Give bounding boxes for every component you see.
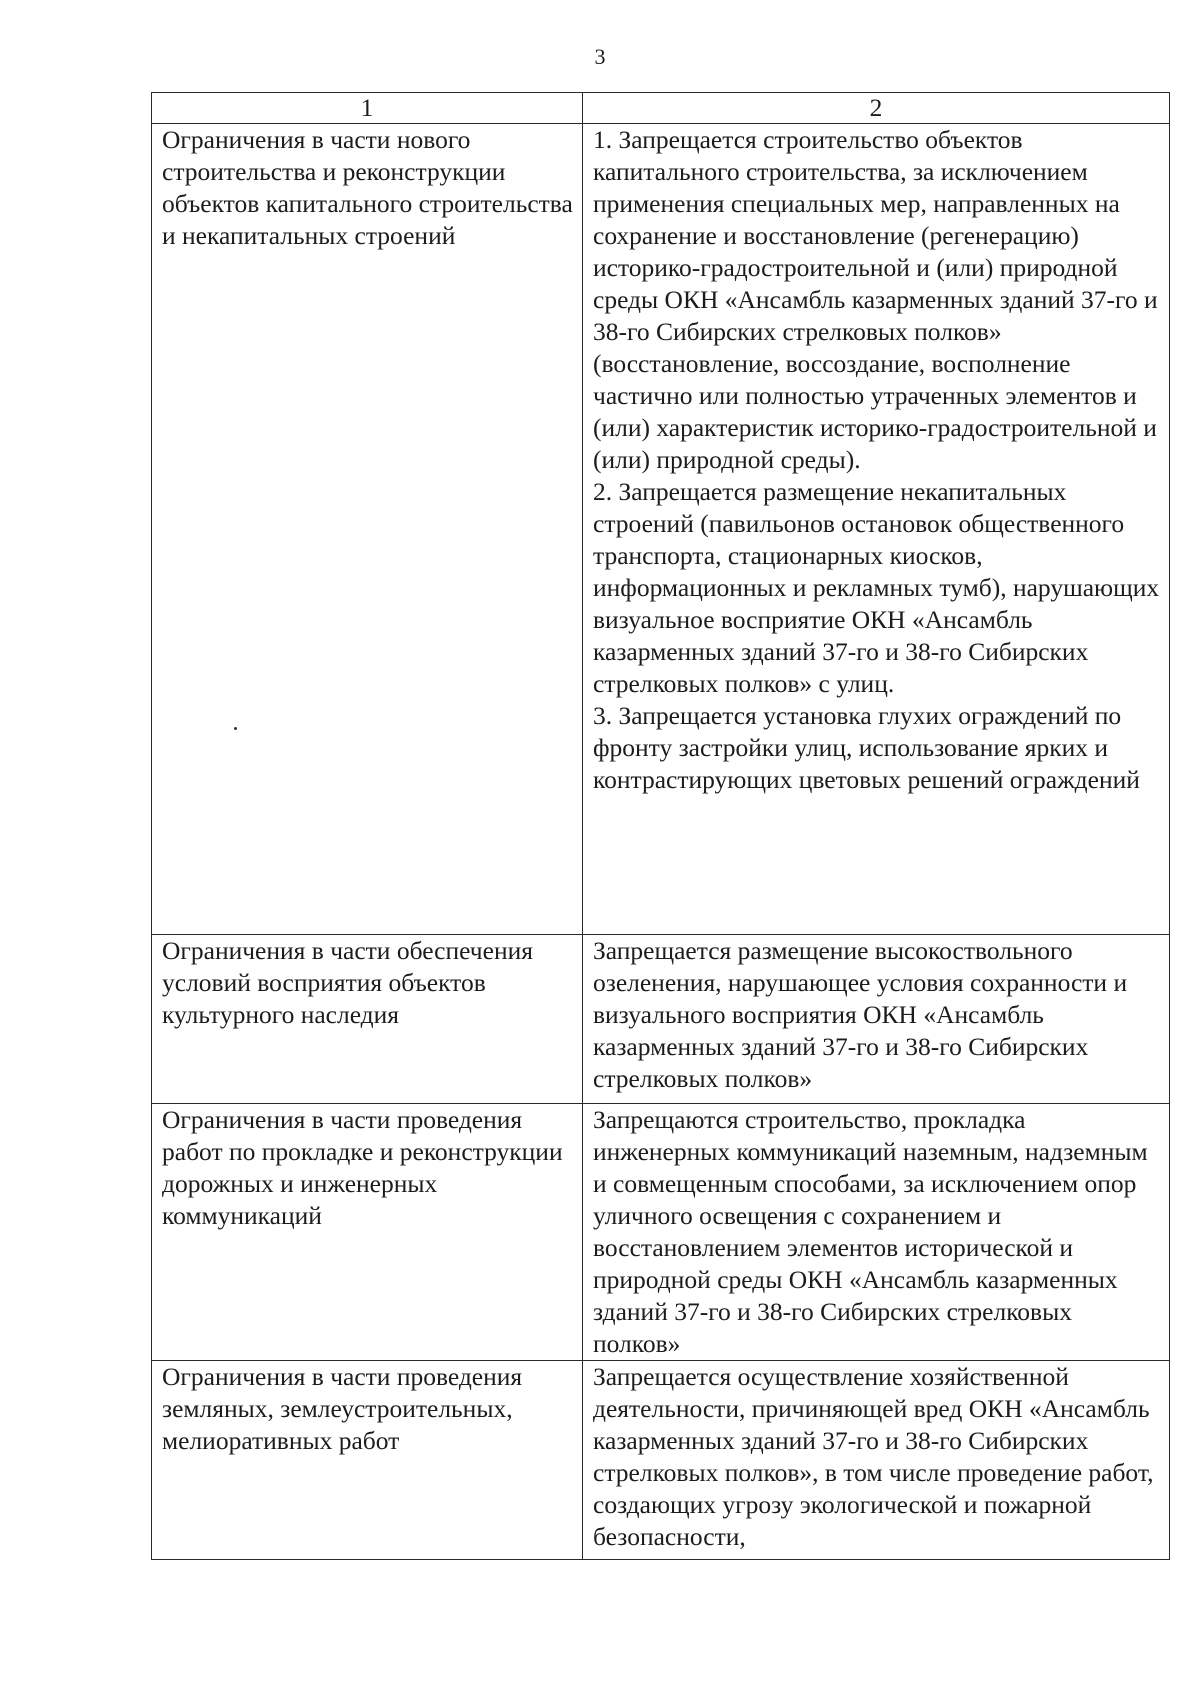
column-1-header: 1 (152, 93, 583, 124)
restriction-paragraph: Запрещается осуществление хозяйственной деятельности, причиняющей вред ОКН «Ансамбль казарменных зданий 37-го и 38-го Сибирских стрелковых полков», в том числе проведение работ, создающих угрозу экологической и пожарной безопасности, (593, 1362, 1154, 1551)
table-row (152, 124, 1170, 935)
restriction-text-cell (583, 124, 1170, 935)
page-number: 3 (594, 44, 606, 69)
restriction-category-cell: Ограничения в части нового строительства и реконструкции объектов капитального строительства и некапитальных строений (152, 124, 583, 935)
table-row (152, 1104, 1170, 1361)
restrictions-table (151, 92, 1170, 1560)
table-header-row (152, 93, 1170, 124)
restriction-category-cell: Ограничения в части проведения земляных, землеустроительных, мелиоративных работ (152, 1361, 583, 1560)
restriction-paragraph: 3. Запрещается установка глухих ограждений по фронту застройки улиц, использование ярких и контрастирующих цветовых решений ограждений (593, 701, 1140, 794)
restriction-text-cell (583, 1104, 1170, 1361)
table-row (152, 935, 1170, 1104)
restriction-category-cell: Ограничения в части проведения работ по прокладке и реконструкции дорожных и инженерных коммуникаций (152, 1104, 583, 1361)
restriction-paragraph: 1. Запрещается строительство объектов капитального строительства, за исключением применения специальных мер, направленных на сохранение и восстановление (регенерацию) историко-градостроительной и (или) природной среды ОКН «Ансамбль казарменных зданий 37-го и 38-го Сибирских стрелковых полков» (восстановление, воссоздание, восполнение частично или полностью утраченных элементов и (или) характеристик историко-градостроительной и (или) природной среды). (593, 125, 1158, 474)
restriction-paragraph: 2. Запрещается размещение некапитальных строений (павильонов остановок общественного транспорта, стационарных киосков, информационных и рекламных тумб), нарушающих визуальное восприятие ОКН «Ансамбль казарменных зданий 37-го и 38-го Сибирских стрелковых полков» с улиц. (593, 477, 1160, 698)
restriction-category-cell: Ограничения в части обеспечения условий восприятия объектов культурного наследия (152, 935, 583, 1104)
scan-speck (234, 727, 237, 730)
restriction-paragraph: Запрещаются строительство, прокладка инженерных коммуникаций наземным, надземным и совмещенным способами, за исключением опор уличного освещения с сохранением и восстановлением элементов исторической и природной среды ОКН «Ансамбль казарменных зданий 37-го и 38-го Сибирских стрелковых полков» (593, 1105, 1148, 1358)
restriction-text-cell (583, 1361, 1170, 1560)
restriction-text-cell (583, 935, 1170, 1104)
table-row (152, 1361, 1170, 1560)
column-2-header: 2 (583, 93, 1170, 124)
restriction-paragraph: Запрещается размещение высокоствольного озеленения, нарушающее условия сохранности и визуального восприятия ОКН «Ансамбль казарменных зданий 37-го и 38-го Сибирских стрелковых полков» (593, 936, 1128, 1093)
